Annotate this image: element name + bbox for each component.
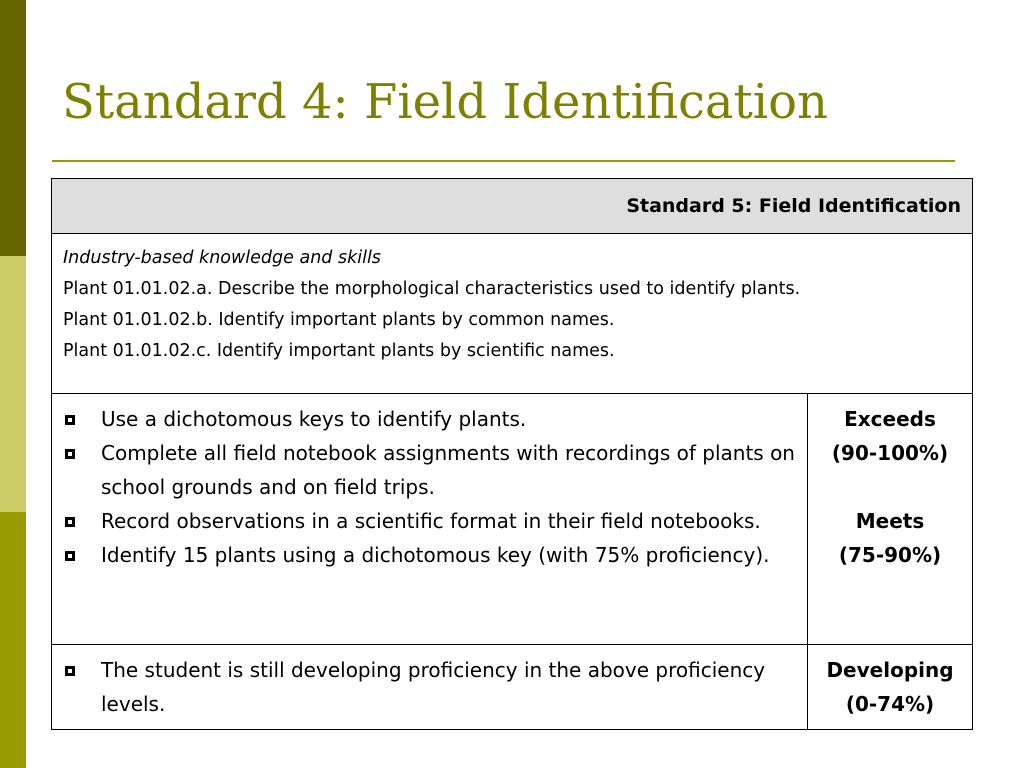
criteria-cell: [52, 394, 808, 645]
level-spacer: [808, 470, 972, 504]
info-line: Plant 01.01.02.a. Describe the morphological characteristics used to identify plants.: [63, 279, 801, 299]
list-item: [52, 538, 799, 572]
info-row: [52, 234, 973, 394]
criteria-text: Complete all field notebook assignments with recordings of plants on school grounds and on field trips.: [101, 441, 795, 499]
exceeds-meets-row: [52, 394, 973, 645]
developing-label: Developing: [826, 658, 954, 682]
criteria-text: The student is still developing proficiency in the above proficiency levels.: [101, 658, 766, 716]
table-header: Standard 5: Field Identification: [52, 179, 973, 234]
square-bullet-icon: [65, 415, 75, 425]
criteria-text: Identify 15 plants using a dichotomous key (with 75% proficiency).: [101, 543, 770, 567]
level-cell: [808, 394, 973, 645]
exceeds-label: Exceeds: [844, 407, 936, 431]
criteria-text: Record observations in a scientific format in their field notebooks.: [101, 509, 761, 533]
exceeds-range: (90-100%): [831, 441, 949, 465]
square-bullet-icon: [65, 517, 75, 527]
list-item: [52, 402, 799, 436]
info-line: Plant 01.01.02.c. Identify important plants by scientific names.: [63, 341, 615, 361]
criteria-cell: [52, 645, 808, 730]
list-item: [52, 504, 799, 538]
list-item: [52, 653, 799, 721]
decorative-sidebar: [0, 0, 26, 768]
list-item: [52, 436, 799, 504]
developing-range: (0-74%): [845, 692, 935, 716]
sidebar-segment-bottom: [0, 512, 26, 768]
level-cell: [808, 645, 973, 730]
sidebar-segment-middle: [0, 256, 26, 512]
info-cell: [52, 234, 973, 394]
table-header-row: [52, 179, 973, 234]
meets-range: (75-90%): [838, 543, 942, 567]
criteria-text: Use a dichotomous keys to identify plants.: [101, 407, 527, 431]
developing-row: [52, 645, 973, 730]
criteria-list: [52, 645, 807, 721]
square-bullet-icon: [65, 666, 75, 676]
sidebar-segment-top: [0, 0, 26, 256]
slide-title: Standard 4: Field Identification: [62, 74, 828, 130]
square-bullet-icon: [65, 449, 75, 459]
info-line: Plant 01.01.02.b. Identify important plants by common names.: [63, 310, 615, 330]
title-underline: [52, 160, 955, 162]
square-bullet-icon: [65, 551, 75, 561]
meets-label: Meets: [855, 509, 925, 533]
info-heading: Industry-based knowledge and skills: [63, 248, 381, 268]
standard-table: [51, 178, 973, 730]
criteria-list: [52, 394, 807, 572]
